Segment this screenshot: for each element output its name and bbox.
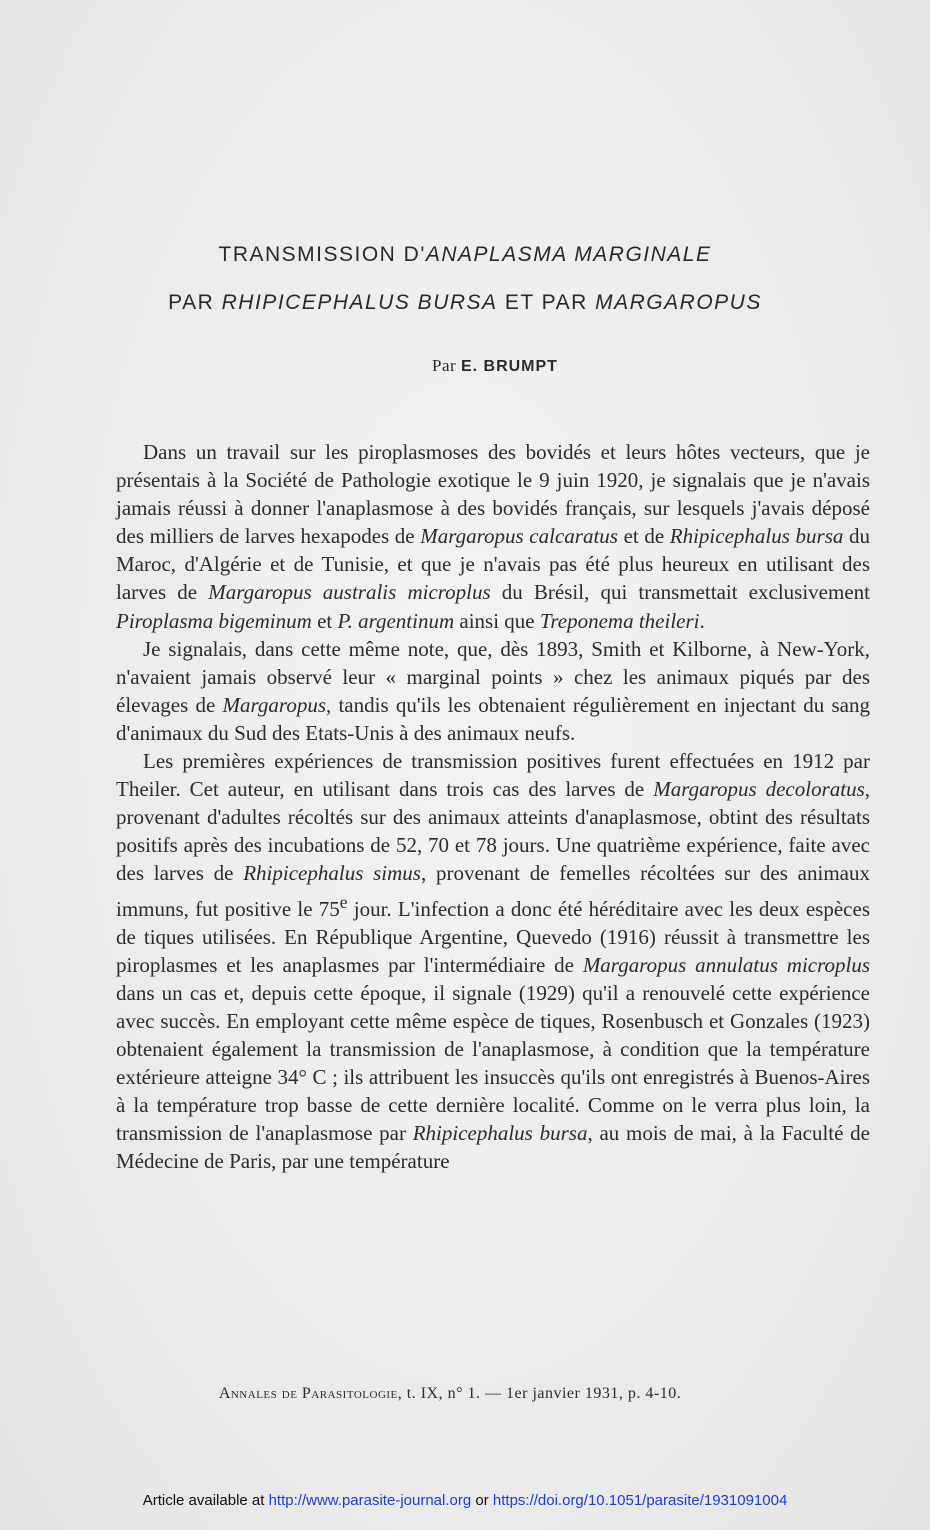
title-species: ANAPLASMA MARGINALE <box>425 243 712 266</box>
journal-link[interactable]: http://www.parasite-journal.org <box>268 1492 472 1509</box>
article-title-line-2 <box>0 291 930 315</box>
availability-banner <box>0 1492 930 1509</box>
paragraph: Les premières expériences de transmission positives furent effectuées en 1912 par Theiler. Cet auteur, en utilisant dans trois cas des larves de Margaropus decoloratus, provenant d'adultes récoltés sur des animaux atteints d'anaplasmose, obtint des résultats positifs après des incubations de 52, 70 et 78 jours. Une quatrième expérience, faite avec des larves de Rhipicephalus simus, provenant de femelles récoltées sur des animaux immuns, fut positive le 75e jour. L'infection a donc été héréditaire avec les deux espèces de tiques utilisées. En République Argentine, Quevedo (1916) réussit à transmettre les piroplasmes et les anaplasmes par l'intermédiaire de Margaropus annulatus microplus dans un cas et, depuis cette époque, il signale (1929) qu'il a renouvelé cette expérience avec succès. En employant cette même espèce de tiques, Rosenbusch et Gonzales (1923) obtenaient également la transmission de l'anaplasmose, à condition que la température extérieure atteigne 34° C ; ils attribuent les insuccès qu'ils ont enregistrés à Buenos-Aires à la température trop basse de cette dernière localité. Comme on le verra plus loin, la transmission de l'anaplasmose par Rhipicephalus bursa, au mois de mai, à la Faculté de Médecine de Paris, par une température <box>116 749 871 1174</box>
banner-prefix: Article available at <box>142 1492 269 1509</box>
doi-link[interactable]: https://doi.org/10.1051/parasite/1931091004 <box>492 1492 788 1509</box>
paragraph: Dans un travail sur les piroplasmoses des bovidés et leurs hôtes vecteurs, que je présentais à la Société de Pathologie exotique le 9 juin 1920, je signalais que je n'avais jamais réussi à donner l'anaplasmose à des bovidés français, sur lesquels j'avais déposé des milliers de larves hexapodes de Margaropus calcaratus et de Rhipicephalus bursa du Maroc, d'Algérie et de Tunisie, et que je n'avais pas été plus heureux en utilisant des larves de Margaropus australis microplus du Brésil, qui transmettait exclusivement Piroplasma bigeminum et P. argentinum ainsi que Treponema theileri. <box>116 440 870 633</box>
citation-details: , t. IX, n° 1. — 1er janvier 1931, p. 4-10. <box>397 1385 682 1402</box>
title-par: PAR <box>168 291 222 314</box>
title-prefix: TRANSMISSION D' <box>218 243 426 266</box>
banner-or: or <box>471 1492 493 1509</box>
author-byline <box>0 356 930 376</box>
article-title-line-1 <box>0 243 930 267</box>
paragraph: Je signalais, dans cette même note, que, dès 1893, Smith et Kilborne, à New-York, n'avaient jamais observé leur « marginal points » chez les animaux piqués par des élevages de Margaropus, tandis qu'ils les obtenaient régulièrement en injectant du sang d'animaux du Sud des Etats-Unis à des animaux neufs. <box>116 636 870 745</box>
title-species-2: MARGAROPUS <box>595 291 762 314</box>
author-prefix: Par <box>432 356 461 375</box>
author-name: E. BRUMPT <box>460 358 558 375</box>
title-et-par: ET PAR <box>497 291 596 314</box>
journal-citation <box>0 1385 900 1403</box>
journal-name: Annales de Parasitologie <box>218 1385 398 1402</box>
article-body <box>116 438 870 1175</box>
title-species-1: RHIPICEPHALUS BURSA <box>221 291 498 314</box>
